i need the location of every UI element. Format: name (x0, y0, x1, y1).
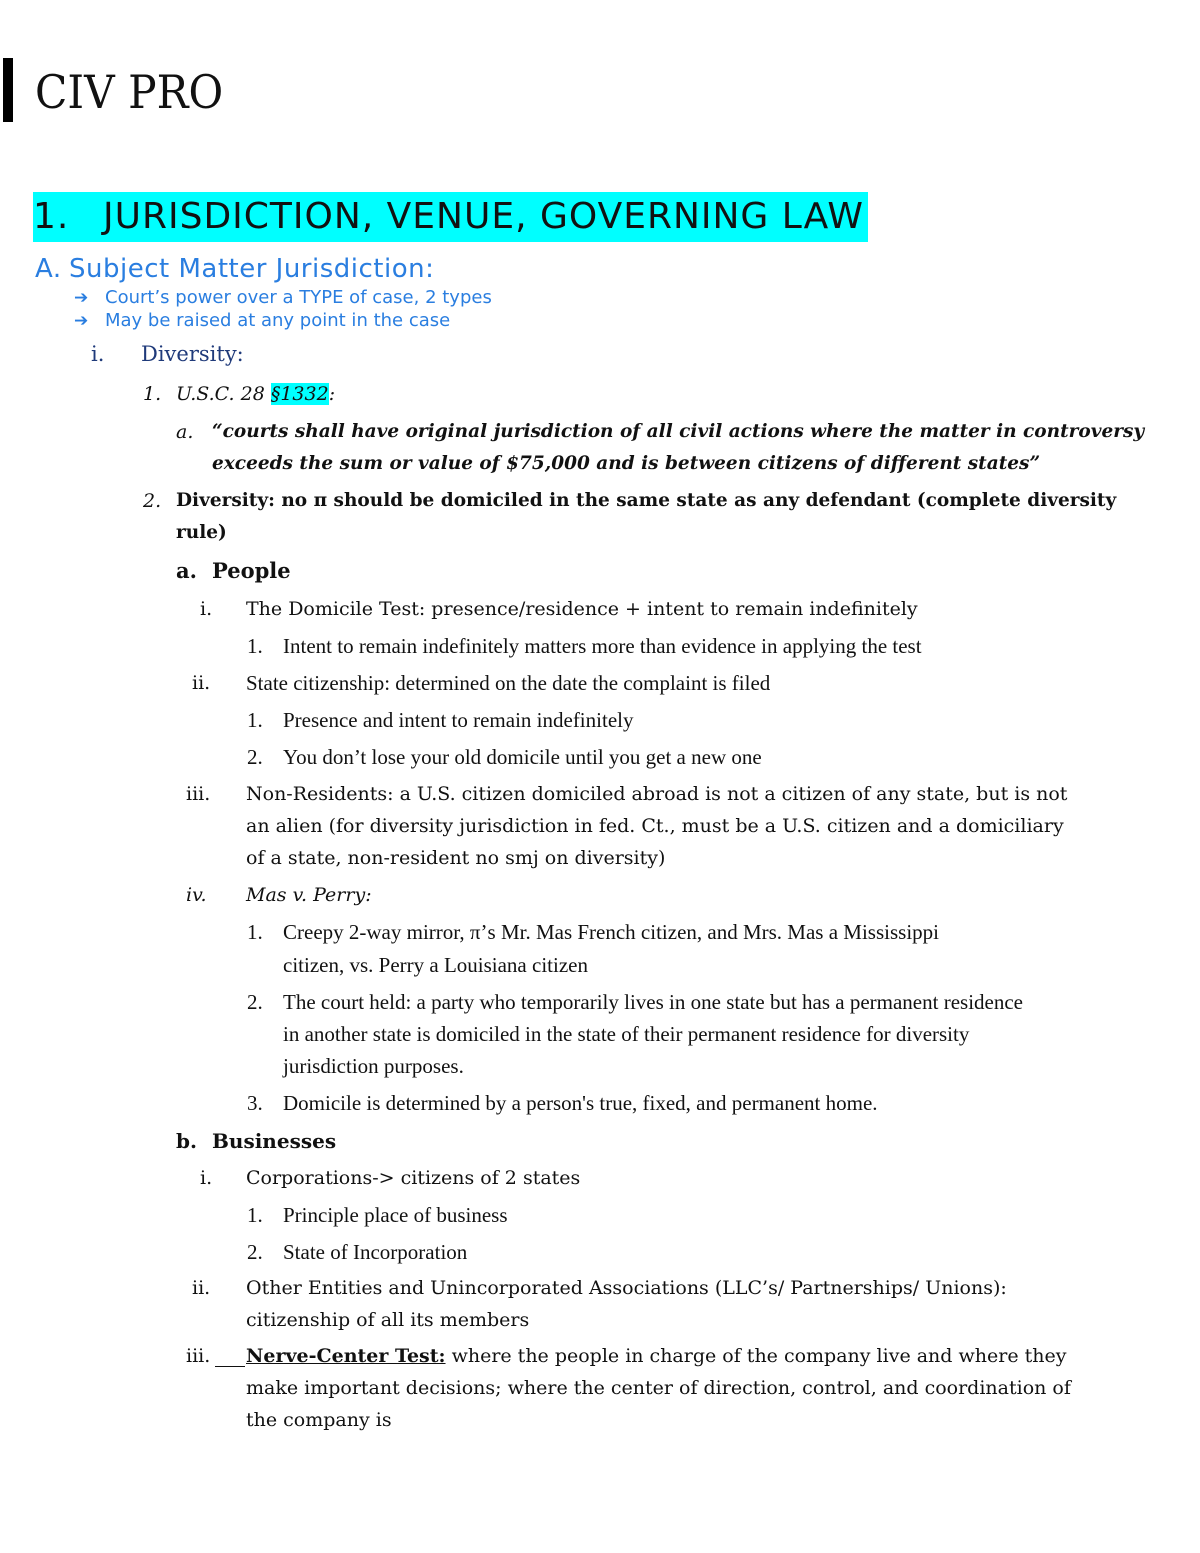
roman-numeral: iii. (186, 1345, 211, 1367)
roman-numeral: ii. (192, 1277, 211, 1299)
list-item-text: in another state is domiciled in the state of their permanent residence for diversity (283, 1022, 970, 1046)
section-heading-1 (33, 192, 868, 242)
list-item-text: Presence and intent to remain indefinitely (283, 708, 634, 732)
roman-numeral: iv. (186, 884, 207, 906)
arrow-bullet-icon: ➔ (74, 288, 89, 308)
list-number: 2. (247, 990, 263, 1014)
list-number: 1. (247, 634, 263, 658)
list-item-text: make important decisions; where the center of direction, control, and coordination of (246, 1377, 1071, 1399)
list-letter: a. (176, 558, 197, 583)
list-letter: b. (176, 1129, 197, 1153)
list-item-text: Nerve-Center Test: where the people in charge of the company live and where they (246, 1345, 1067, 1367)
list-item-text: Non-Residents: a U.S. citizen domiciled abroad is not a citizen of any state, but is not (246, 783, 1068, 805)
subsection-number: A. (35, 254, 62, 284)
list-item-text: Creepy 2-way mirror, π’s Mr. Mas French citizen, and Mrs. Mas a Mississippi (283, 920, 939, 944)
bullet-item: ➔ May be raised at any point in the case (74, 310, 451, 331)
list-item-text: the company is (246, 1409, 392, 1431)
underline-rule (215, 1366, 245, 1367)
list-item-text: Intent to remain indefinitely matters more than evidence in applying the test (283, 634, 922, 658)
list-item-text: an alien (for diversity jurisdiction in fed. Ct., must be a U.S. citizen and a domiciliary (246, 815, 1064, 837)
roman-numeral: ii. (192, 672, 211, 694)
list-item-text: State of Incorporation (283, 1240, 468, 1264)
roman-numeral: i. (200, 1167, 213, 1189)
subsection-heading-a (35, 252, 434, 286)
statute-quote-line: exceeds the sum or value of $75,000 and is between citizens of different states” (212, 453, 1041, 474)
nerve-center-label: Nerve-Center Test: (246, 1345, 446, 1367)
list-item-text: State citizenship: determined on the date the complaint is filed (246, 671, 771, 695)
list-number: 2. (143, 490, 162, 512)
page-title: CIV PRO (35, 65, 224, 119)
list-item-text: The court held: a party who temporarily lives in one state but has a permanent residence (283, 990, 1023, 1014)
list-item-text: of a state, non-resident no smj on diversity) (246, 847, 666, 869)
list-number: 3. (247, 1091, 263, 1115)
case-name: Mas v. Perry: (246, 884, 372, 906)
list-number: 1. (247, 1203, 263, 1227)
list-number: 1. (247, 708, 263, 732)
list-number: 2. (247, 1240, 263, 1264)
diversity-rule-line: rule) (176, 522, 227, 543)
list-item-text: Domicile is determined by a person's true, fixed, and permanent home. (283, 1091, 878, 1115)
list-item-text: jurisdiction purposes. (283, 1054, 464, 1078)
people-heading: People (212, 558, 291, 583)
section-title: JURISDICTION, VENUE, GOVERNING LAW (103, 196, 864, 237)
diversity-heading: i. Diversity: (91, 342, 244, 366)
statute-quote-line: “courts shall have original jurisdiction of all civil actions where the matter in controversy (212, 421, 1145, 442)
list-item-text: Corporations-> citizens of 2 states (246, 1167, 581, 1189)
list-number: 2. (247, 745, 263, 769)
section-number: 1. (33, 196, 70, 237)
list-item-text: citizenship of all its members (246, 1309, 530, 1331)
arrow-bullet-icon: ➔ (74, 311, 89, 331)
list-letter: a. (176, 421, 194, 443)
bullet-item: ➔ Court’s power over a TYPE of case, 2 types (74, 287, 492, 308)
subsection-title: Subject Matter Jurisdiction: (69, 254, 435, 284)
roman-numeral: i. (200, 598, 213, 620)
list-item-text: citizen, vs. Perry a Louisiana citizen (283, 953, 588, 977)
list-item-text: The Domicile Test: presence/residence + intent to remain indefinitely (246, 598, 918, 620)
statute-code-highlight: §1332 (270, 383, 329, 405)
list-number: 1. (143, 383, 162, 405)
statute-reference: U.S.C. 28 §1332: (176, 383, 336, 405)
list-item-text: Principle place of business (283, 1203, 508, 1227)
roman-numeral: iii. (186, 783, 211, 805)
title-marker-bar (3, 58, 13, 122)
list-item-text: Other Entities and Unincorporated Associations (LLC’s/ Partnerships/ Unions): (246, 1277, 1007, 1299)
list-number: 1. (247, 920, 263, 944)
businesses-heading: Businesses (212, 1129, 337, 1153)
diversity-rule-line: Diversity: no π should be domiciled in the same state as any defendant (complete diversity (176, 490, 1117, 511)
list-item-text: You don’t lose your old domicile until you get a new one (283, 745, 762, 769)
